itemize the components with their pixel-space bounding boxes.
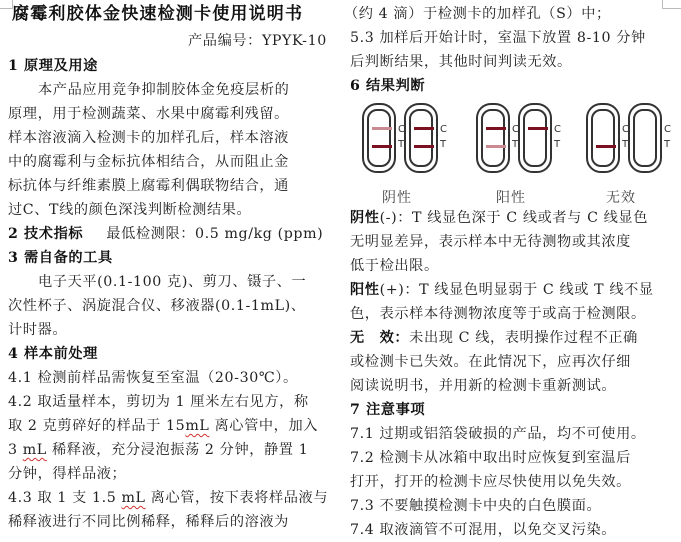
note-item: 打开，打开的检测卡应尽快使用以免失效。 [350, 474, 631, 490]
negative-result-line [350, 206, 648, 230]
paragraph-line: 过C、T线的颜色深浅判断检测结果。 [8, 202, 252, 218]
product-code: 产品编号：YPYK-10 [188, 33, 327, 49]
test-card-negative-1 [362, 103, 396, 173]
text-run: T 线显色深于 C 线或者与 C 线显色 [412, 210, 649, 226]
t-line-dark [372, 145, 392, 148]
t-line-faint [486, 145, 506, 148]
card-window [591, 109, 615, 167]
c-label: C [622, 124, 629, 135]
invalid-result-line [350, 326, 638, 350]
card-window [633, 109, 657, 167]
t-line-dark [414, 145, 434, 148]
c-line-dark [414, 127, 434, 130]
section-2-heading: 2 技术指标 [8, 226, 84, 242]
step-4-2-line: 4.2 取适量样本，剪切为 1 厘米左右见方，称 [8, 394, 309, 410]
c-line-dark [486, 127, 506, 130]
negative-term: 阴性 [350, 210, 380, 226]
test-card-invalid-2 [628, 103, 662, 173]
section-4-heading: 4 样本前处理 [8, 346, 98, 362]
card-window [523, 109, 547, 167]
step-5-2-continued: （约 4 滴）于检测卡的加样孔（S）中； [344, 6, 611, 22]
result-interpretation-figure [360, 103, 671, 206]
text-run: 未出现 C 线，表明操作过程不正确 [409, 330, 638, 346]
group-label-invalid: 无效 [606, 190, 636, 206]
paragraph-line: 色，表示样本待测物浓度等于或高于检测限。 [350, 306, 646, 322]
section-2 [8, 222, 323, 246]
card-window [409, 109, 433, 167]
note-item: 7.2 检测卡从冰箱中取出时应恢复到室温后 [350, 450, 631, 466]
card-window [481, 109, 505, 167]
text-run: 3 [8, 442, 23, 458]
positive-result-line [350, 278, 654, 302]
section-7-heading: 7 注意事项 [350, 402, 426, 418]
t-label: T [664, 139, 671, 150]
text-run: 离心管中，加入 [209, 418, 319, 434]
text-run: T 线显色明显弱于 C 线或 T 线不显 [419, 282, 654, 298]
test-card-negative-2 [404, 103, 438, 173]
t-label: T [440, 139, 447, 150]
paragraph-line: 电子天平(0.1-100 克)、剪刀、镊子、一 [38, 274, 307, 290]
test-card-positive-1 [476, 103, 510, 173]
step-4-2-line: 分钟，得样品液； [8, 466, 127, 482]
c-label: C [512, 124, 519, 135]
step-4-2-line [8, 438, 308, 462]
group-label-positive: 阳性 [496, 190, 526, 206]
document-title: 腐霉利胶体金快速检测卡使用说明书 [12, 4, 304, 24]
paragraph-line: 次性杯子、涡旋混合仪、移液器(0.1-1mL)、 [8, 298, 306, 314]
group-label-negative: 阴性 [382, 190, 412, 206]
text-run: 离心管，按下表将样品液与 [145, 490, 329, 506]
test-card-invalid-1 [586, 103, 620, 173]
step-4-2-line [8, 414, 318, 438]
paragraph-line: 低于检出限。 [350, 258, 439, 274]
paragraph-line: 标抗体与纤维素膜上腐霉利偶联物结合，通 [8, 178, 289, 194]
section-1-heading: 1 原理及用途 [8, 58, 98, 74]
paragraph-line: 中的腐霉利与金标抗体相结合，从而阻止金 [8, 154, 289, 170]
spellcheck-underlined-unit: mL [22, 442, 47, 458]
note-item: 7.1 过期或铝箔袋破损的产品，均不可使用。 [350, 426, 646, 442]
negative-sign: (-)： [379, 210, 413, 226]
t-label: T [554, 139, 561, 150]
text-run: 4.3 取 1 支 1.5 [8, 490, 122, 506]
text-run: 稀释液，充分浸泡振荡 2 分钟，静置 1 [46, 442, 309, 458]
note-item: 7.3 不要触摸检测卡中央的白色膜面。 [350, 498, 602, 514]
paragraph-line: 或检测卡已失效。在此情况下，应再次仔细 [350, 354, 631, 370]
paragraph-line: 原理，用于检测蔬菜、水果中腐霉利残留。 [8, 106, 289, 122]
c-label: C [664, 124, 671, 135]
c-line-dark [528, 127, 548, 130]
page-corner-mark [662, 0, 681, 9]
step-4-1: 4.1 检测前样品需恢复至室温（20-30℃）。 [8, 370, 298, 386]
note-item: 7.4 取液滴管不可混用，以免交叉污染。 [350, 522, 617, 538]
detection-limit: 最低检测限：0.5 mg/kg (ppm) [106, 226, 324, 242]
text-run: 取 2 克剪碎好的样品于 15 [8, 418, 186, 434]
section-6-heading: 6 结果判断 [350, 78, 426, 94]
positive-sign: (+)： [379, 282, 420, 298]
card-window [367, 109, 391, 167]
step-5-3-line: 后判断结果，其他时间判读无效。 [350, 54, 572, 70]
step-4-3-line: 稀释液进行不同比例稀释，稀释后的溶液为 [8, 514, 289, 530]
t-label: T [512, 139, 519, 150]
section-3-heading: 3 需自备的工具 [8, 250, 113, 266]
spellcheck-underlined-unit: mL [185, 418, 210, 434]
spellcheck-underlined-unit: mL [121, 490, 146, 506]
invalid-term: 无 效： [350, 330, 410, 346]
paragraph-line: 本产品应用竞争抑制胶体金免疫层析的 [38, 82, 290, 98]
step-5-3-line: 5.3 加样后开始计时，室温下放置 8-10 分钟 [350, 30, 646, 46]
t-label: T [398, 139, 405, 150]
t-label: T [622, 139, 629, 150]
test-card-positive-2 [518, 103, 552, 173]
paragraph-line: 无明显差异，表示样本中无待测物或其浓度 [350, 234, 631, 250]
positive-term: 阳性 [350, 282, 380, 298]
c-label: C [554, 124, 561, 135]
step-4-3-line [8, 486, 328, 510]
paragraph-line: 阅读说明书，并用新的检测卡重新测试。 [350, 378, 617, 394]
c-label: C [440, 124, 447, 135]
paragraph-line: 样本溶液滴入检测卡的加样孔后，样本溶液 [8, 130, 289, 146]
c-line-faint [372, 127, 392, 130]
paragraph-line: 计时器。 [8, 322, 68, 338]
t-line-dark [596, 145, 616, 148]
c-label: C [398, 124, 405, 135]
